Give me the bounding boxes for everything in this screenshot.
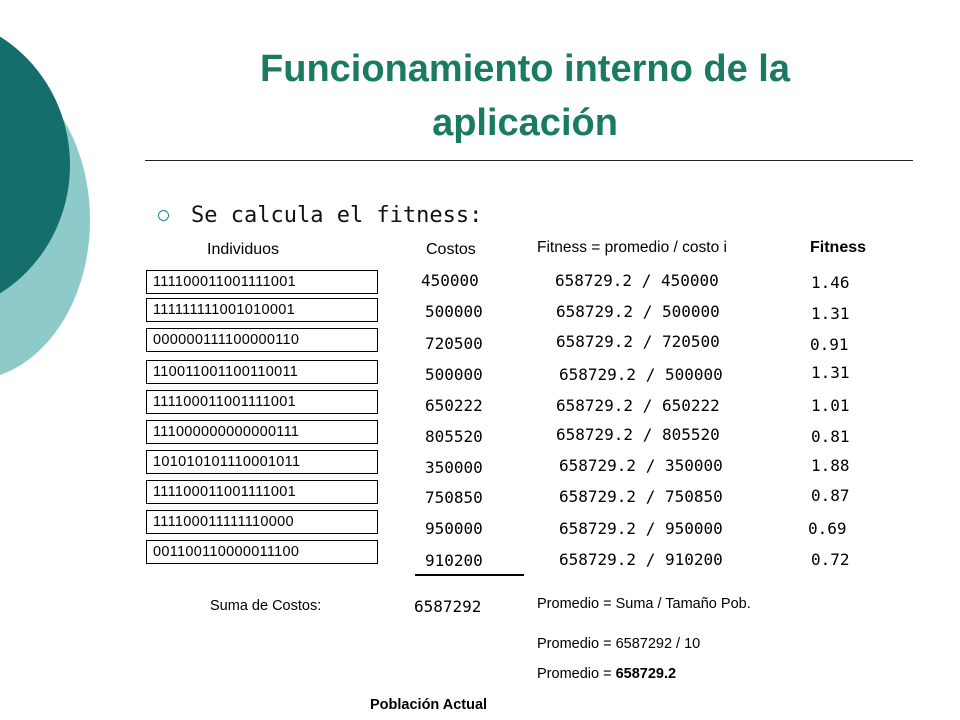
slide-title	[150, 42, 900, 150]
fitness-formula: 658729.2 / 720500	[556, 332, 720, 351]
fitness-value: 0.87	[811, 486, 850, 505]
individual-row: 000000111100000110	[146, 328, 378, 352]
individual-row: 111100011001111001	[146, 270, 378, 294]
header-formula: Fitness = promedio / costo i	[537, 239, 727, 256]
fitness-value: 0.72	[811, 550, 850, 569]
slide-title-line1: Funcionamiento interno de la	[260, 48, 790, 90]
cost-value: 650222	[425, 396, 483, 415]
individual-row: 111111111001010001	[146, 298, 378, 322]
fitness-formula: 658729.2 / 500000	[559, 365, 723, 384]
fitness-value: 1.31	[811, 304, 850, 323]
fitness-formula: 658729.2 / 350000	[559, 456, 723, 475]
fitness-value: 1.46	[811, 273, 850, 292]
fitness-value: 0.91	[810, 335, 849, 354]
fitness-formula: 658729.2 / 910200	[559, 550, 723, 569]
promedio-definition: Promedio = Suma / Tamaño Pob.	[537, 596, 751, 612]
slide-title-line2: aplicación	[432, 102, 618, 144]
individual-row: 001100110000011100	[146, 540, 378, 564]
individual-row: 111000000000000111	[146, 420, 378, 444]
header-fitness: Fitness	[810, 239, 867, 256]
bullet-text: Se calcula el fitness:	[191, 202, 483, 228]
cost-value: 750850	[425, 488, 483, 507]
cost-value: 350000	[425, 458, 483, 477]
bullet-line	[158, 198, 482, 232]
fitness-formula: 658729.2 / 750850	[559, 487, 723, 506]
cost-value: 450000	[421, 271, 479, 290]
suma-costos-value: 6587292	[414, 597, 482, 616]
costs-sum-line	[415, 574, 524, 576]
individual-row: 111100011111110000	[146, 510, 378, 534]
individual-row: 110011001100110011	[146, 360, 378, 384]
fitness-formula: 658729.2 / 805520	[556, 425, 720, 444]
title-divider	[145, 160, 913, 161]
promedio-calculation: Promedio = 6587292 / 10	[537, 636, 701, 652]
promedio-result-value: 658729.2	[615, 666, 677, 682]
fitness-formula: 658729.2 / 650222	[556, 396, 720, 415]
fitness-value: 0.69	[808, 519, 847, 538]
individual-row: 101010101110001011	[146, 450, 378, 474]
header-costos: Costos	[426, 241, 476, 258]
individual-row: 111100011001111001	[146, 390, 378, 414]
fitness-formula: 658729.2 / 950000	[559, 519, 723, 538]
fitness-formula: 658729.2 / 450000	[555, 271, 719, 290]
individual-row: 111100011001111001	[146, 480, 378, 504]
cost-value: 910200	[425, 551, 483, 570]
cost-value: 805520	[425, 427, 483, 446]
poblacion-actual-label: Población Actual	[370, 697, 488, 713]
fitness-value: 1.88	[811, 456, 850, 475]
cost-value: 500000	[425, 302, 483, 321]
fitness-value: 1.01	[811, 396, 850, 415]
header-individuos: Individuos	[207, 241, 280, 258]
circle-bullet-icon	[158, 210, 169, 221]
fitness-value: 0.81	[811, 427, 850, 446]
promedio-result	[537, 666, 676, 682]
promedio-result-label: Promedio =	[537, 666, 616, 682]
cost-value: 500000	[425, 365, 483, 384]
fitness-value: 1.31	[811, 363, 850, 382]
fitness-formula: 658729.2 / 500000	[556, 302, 720, 321]
cost-value: 950000	[425, 519, 483, 538]
suma-costos-label: Suma de Costos:	[210, 598, 322, 614]
cost-value: 720500	[425, 334, 483, 353]
